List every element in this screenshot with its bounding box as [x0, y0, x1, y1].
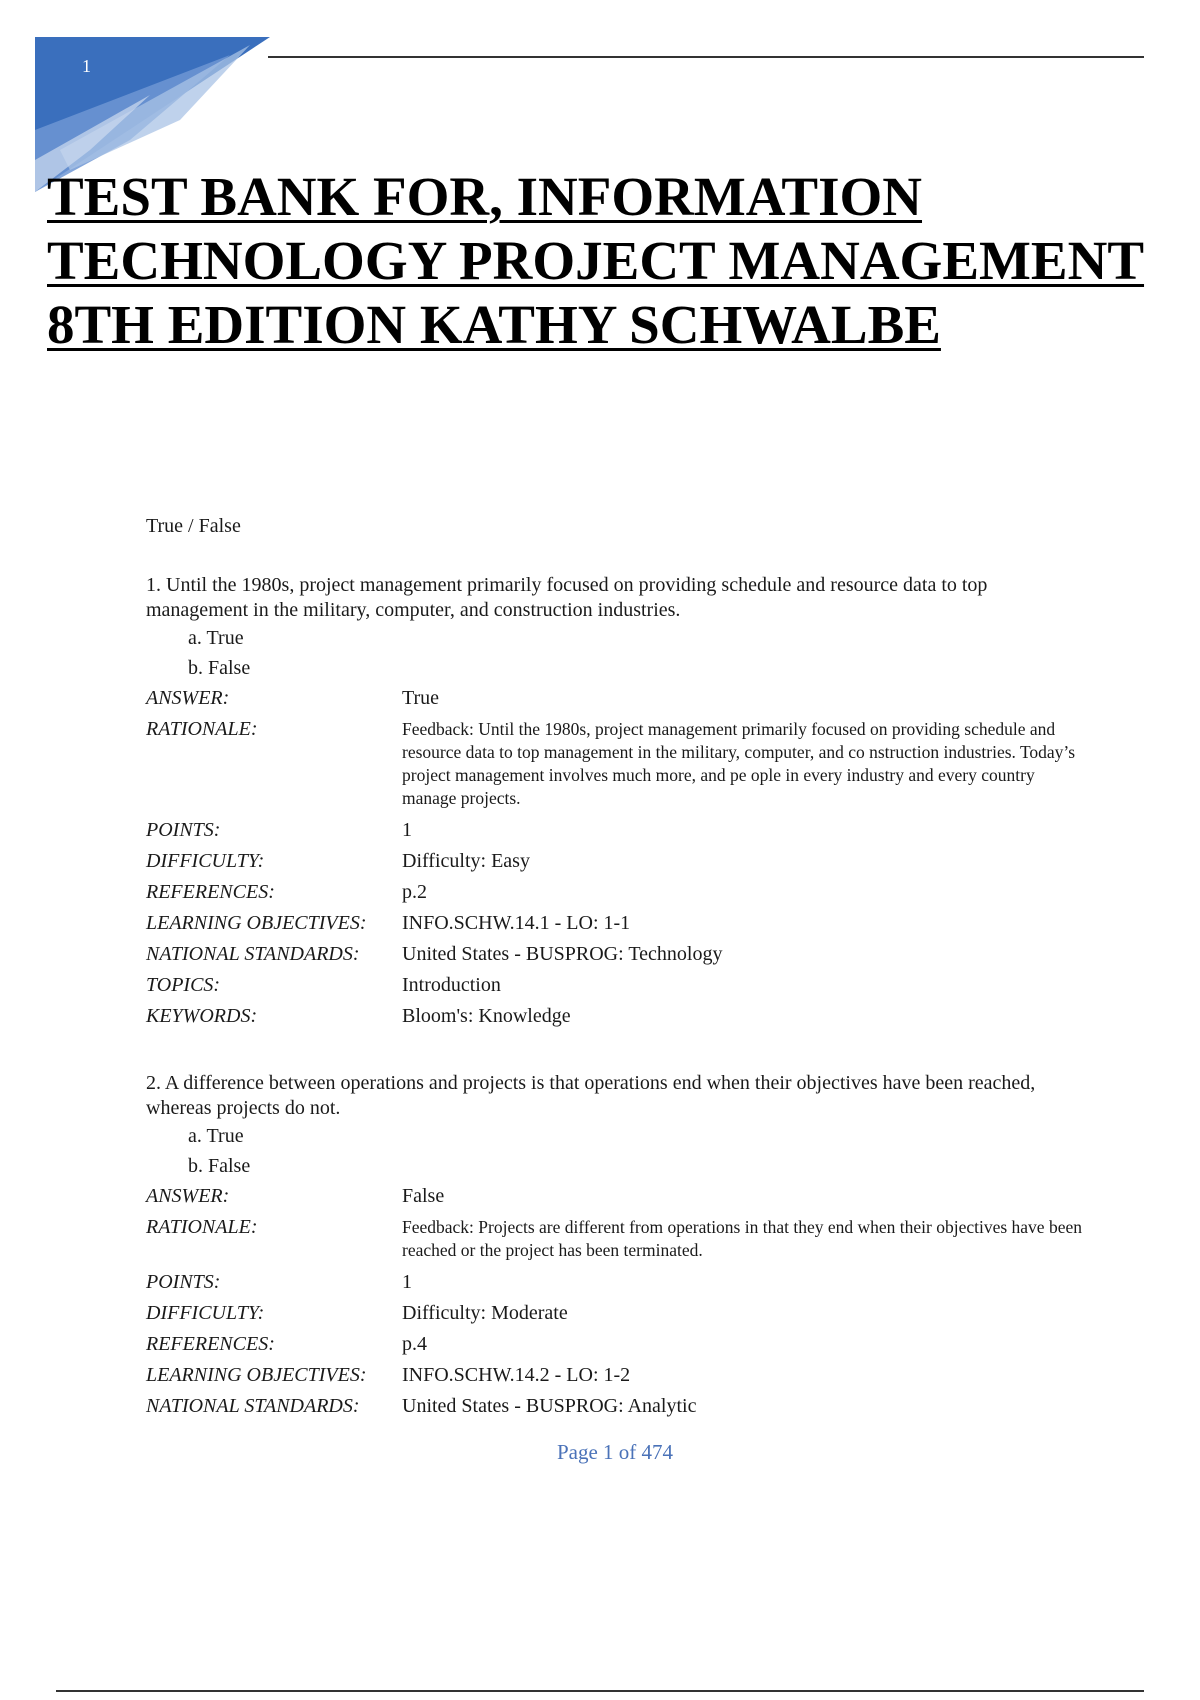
rationale-value: Feedback: Until the 1980s, project management primarily focused on providing schedule and resource data to top management in the military, computer, and co nstruction industries. Today’s project management involves much more, and pe ople in every industry and every country manage projects. — [402, 719, 1076, 808]
question-metadata — [146, 683, 1086, 1032]
rationale-label: RATIONALE: — [146, 1216, 258, 1238]
answer-label: ANSWER: — [146, 1185, 230, 1207]
topics-label: TOPICS: — [146, 974, 221, 996]
question-2 — [146, 1071, 1086, 1422]
references-value: p.2 — [402, 881, 427, 903]
footer-page-label: Page 1 of 474 — [556, 1440, 674, 1464]
references-value: p.4 — [402, 1333, 427, 1355]
answer-option: b. False — [188, 657, 251, 679]
difficulty-value: Difficulty: Easy — [402, 850, 530, 872]
answer-value: True — [402, 687, 440, 709]
rationale-value: Feedback: Projects are different from operations in that they end when their objectives have been reached or the project has been terminated. — [402, 1217, 1082, 1260]
section-heading: True / False — [146, 515, 241, 537]
points-label: POINTS: — [146, 1271, 221, 1293]
answer-option: b. False — [188, 1155, 251, 1177]
references-label: REFERENCES: — [146, 1333, 275, 1355]
learning-objectives-value: INFO.SCHW.14.2 - LO: 1-2 — [402, 1364, 631, 1386]
keywords-value: Bloom's: Knowledge — [402, 1005, 571, 1027]
points-value: 1 — [402, 819, 412, 841]
answer-value: False — [402, 1185, 445, 1207]
rationale-label: RATIONALE: — [146, 718, 258, 740]
difficulty-label: DIFFICULTY: — [146, 1302, 265, 1324]
difficulty-value: Difficulty: Moderate — [402, 1302, 568, 1324]
learning-objectives-value: INFO.SCHW.14.1 - LO: 1-1 — [402, 912, 631, 934]
national-standards-value: United States - BUSPROG: Analytic — [402, 1395, 697, 1417]
learning-objectives-label: LEARNING OBJECTIVES: — [146, 1364, 367, 1386]
header-page-number: 1 — [82, 56, 91, 76]
header-rule — [268, 56, 1144, 58]
question-content — [146, 512, 1086, 1422]
national-standards-value: United States - BUSPROG: Technology — [402, 943, 723, 965]
points-label: POINTS: — [146, 819, 221, 841]
keywords-label: KEYWORDS: — [146, 1005, 258, 1027]
national-standards-label: NATIONAL STANDARDS: — [146, 1395, 360, 1417]
difficulty-label: DIFFICULTY: — [146, 850, 265, 872]
answer-label: ANSWER: — [146, 687, 230, 709]
footer-rule — [56, 1690, 1144, 1692]
references-label: REFERENCES: — [146, 881, 275, 903]
answer-option: a. True — [188, 627, 244, 649]
question-1 — [146, 573, 1086, 1032]
document-title: TEST BANK FOR, INFORMATION TECHNOLOGY PROJECT MANAGEMENT 8TH EDITION KATHY SCHWALBE — [47, 166, 1145, 355]
learning-objectives-label: LEARNING OBJECTIVES: — [146, 912, 367, 934]
question-stem: 2. A difference between operations and projects is that operations end when their objectives have been reached, whereas projects do not. — [146, 1072, 1036, 1119]
question-stem: 1. Until the 1980s, project management primarily focused on providing schedule and resource data to top management in the military, computer, and construction industries. — [146, 574, 988, 621]
points-value: 1 — [402, 1271, 412, 1293]
national-standards-label: NATIONAL STANDARDS: — [146, 943, 360, 965]
answer-option: a. True — [188, 1125, 244, 1147]
question-metadata — [146, 1181, 1086, 1422]
topics-value: Introduction — [402, 974, 501, 996]
